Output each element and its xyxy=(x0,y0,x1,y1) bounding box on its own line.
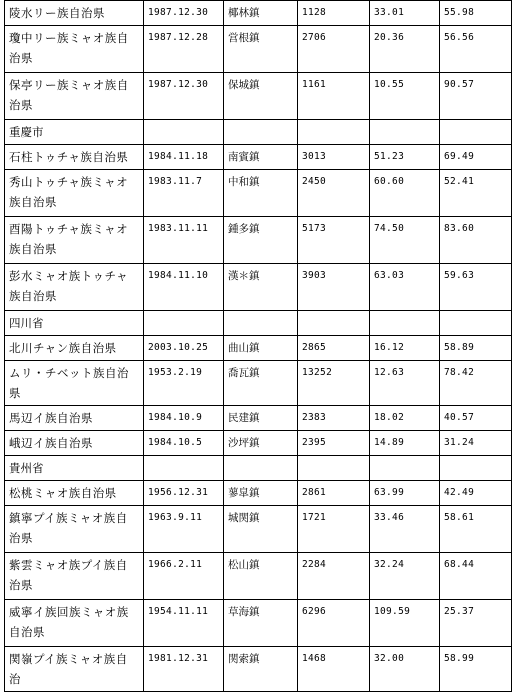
value-1-cell: 2450 xyxy=(298,170,370,217)
established-date-cell: 1987.12.30 xyxy=(144,1,224,26)
value-1-cell: 5173 xyxy=(298,217,370,264)
established-date-cell: 1953.2.19 xyxy=(144,361,224,406)
table-row xyxy=(5,336,512,361)
value-2-cell: 32.24 xyxy=(370,553,440,600)
table-row xyxy=(5,647,512,692)
value-3-cell: 31.24 xyxy=(440,431,512,456)
value-3-cell: 42.49 xyxy=(440,481,512,506)
value-2-cell: 18.02 xyxy=(370,406,440,431)
county-name-cell: 松桃ミャオ族自治県 xyxy=(5,481,144,506)
empty-cell xyxy=(224,120,298,145)
section-header-cell: 貴州省 xyxy=(5,456,144,481)
empty-cell xyxy=(224,456,298,481)
value-2-cell: 20.36 xyxy=(370,26,440,73)
value-2-cell: 16.12 xyxy=(370,336,440,361)
county-name-cell: 北川チャン族自治県 xyxy=(5,336,144,361)
value-1-cell: 6296 xyxy=(298,600,370,647)
county-name-cell: 威寧イ族回族ミャオ族自治県 xyxy=(5,600,144,647)
empty-cell xyxy=(144,311,224,336)
empty-cell xyxy=(298,311,370,336)
value-2-cell: 10.55 xyxy=(370,73,440,120)
county-name-cell: 関嶺プイ族ミャオ族自治 xyxy=(5,647,144,692)
empty-cell xyxy=(144,456,224,481)
value-3-cell: 83.60 xyxy=(440,217,512,264)
value-3-cell: 25.37 xyxy=(440,600,512,647)
value-1-cell: 1468 xyxy=(298,647,370,692)
seat-town-cell: 城関鎮 xyxy=(224,506,298,553)
value-1-cell: 1128 xyxy=(298,1,370,26)
table-row xyxy=(5,1,512,26)
empty-cell xyxy=(370,456,440,481)
county-name-cell: 秀山トゥチャ族ミャオ族自治県 xyxy=(5,170,144,217)
table-row xyxy=(5,481,512,506)
seat-town-cell: 民建鎮 xyxy=(224,406,298,431)
table-body xyxy=(5,1,512,692)
table-row xyxy=(5,506,512,553)
value-3-cell: 55.98 xyxy=(440,1,512,26)
county-name-cell: 石柱トゥチャ族自治県 xyxy=(5,145,144,170)
seat-town-cell: 蓼皐鎮 xyxy=(224,481,298,506)
established-date-cell: 2003.10.25 xyxy=(144,336,224,361)
value-2-cell: 51.23 xyxy=(370,145,440,170)
empty-cell xyxy=(440,456,512,481)
seat-town-cell: 沙坪鎮 xyxy=(224,431,298,456)
seat-town-cell: 鍾多鎮 xyxy=(224,217,298,264)
value-2-cell: 32.00 xyxy=(370,647,440,692)
seat-town-cell: 漢＊鎮 xyxy=(224,264,298,311)
seat-town-cell: 松山鎮 xyxy=(224,553,298,600)
section-header-cell: 重慶市 xyxy=(5,120,144,145)
value-3-cell: 58.61 xyxy=(440,506,512,553)
established-date-cell: 1984.11.10 xyxy=(144,264,224,311)
value-2-cell: 14.89 xyxy=(370,431,440,456)
county-name-cell: ムリ・チベット族自治県 xyxy=(5,361,144,406)
empty-cell xyxy=(440,120,512,145)
value-2-cell: 109.59 xyxy=(370,600,440,647)
established-date-cell: 1984.10.5 xyxy=(144,431,224,456)
established-date-cell: 1954.11.11 xyxy=(144,600,224,647)
seat-town-cell: 中和鎮 xyxy=(224,170,298,217)
established-date-cell: 1981.12.31 xyxy=(144,647,224,692)
value-2-cell: 12.63 xyxy=(370,361,440,406)
value-1-cell: 13252 xyxy=(298,361,370,406)
value-3-cell: 40.57 xyxy=(440,406,512,431)
value-1-cell: 2284 xyxy=(298,553,370,600)
value-3-cell: 58.89 xyxy=(440,336,512,361)
established-date-cell: 1987.12.28 xyxy=(144,26,224,73)
table-row xyxy=(5,600,512,647)
county-name-cell: 彭水ミャオ族トゥチャ族自治県 xyxy=(5,264,144,311)
county-name-cell: 瓊中リー族ミャオ族自治県 xyxy=(5,26,144,73)
section-header-row xyxy=(5,311,512,336)
seat-town-cell: 関索鎮 xyxy=(224,647,298,692)
section-header-cell: 四川省 xyxy=(5,311,144,336)
value-3-cell: 69.49 xyxy=(440,145,512,170)
county-name-cell: 峨辺イ族自治県 xyxy=(5,431,144,456)
value-3-cell: 58.99 xyxy=(440,647,512,692)
established-date-cell: 1984.11.18 xyxy=(144,145,224,170)
empty-cell xyxy=(440,311,512,336)
value-1-cell: 2865 xyxy=(298,336,370,361)
table-row xyxy=(5,264,512,311)
table-row xyxy=(5,406,512,431)
county-name-cell: 鎮寧プイ族ミャオ族自治県 xyxy=(5,506,144,553)
seat-town-cell: 営根鎮 xyxy=(224,26,298,73)
table-row xyxy=(5,553,512,600)
value-3-cell: 90.57 xyxy=(440,73,512,120)
value-1-cell: 3013 xyxy=(298,145,370,170)
empty-cell xyxy=(370,120,440,145)
established-date-cell: 1963.9.11 xyxy=(144,506,224,553)
value-1-cell: 2861 xyxy=(298,481,370,506)
empty-cell xyxy=(370,311,440,336)
value-2-cell: 33.46 xyxy=(370,506,440,553)
table-row xyxy=(5,145,512,170)
table-row xyxy=(5,73,512,120)
value-1-cell: 1721 xyxy=(298,506,370,553)
county-name-cell: 馬辺イ族自治県 xyxy=(5,406,144,431)
seat-town-cell: 草海鎮 xyxy=(224,600,298,647)
seat-town-cell: 保城鎮 xyxy=(224,73,298,120)
value-2-cell: 74.50 xyxy=(370,217,440,264)
established-date-cell: 1983.11.11 xyxy=(144,217,224,264)
table-row xyxy=(5,26,512,73)
established-date-cell: 1956.12.31 xyxy=(144,481,224,506)
empty-cell xyxy=(298,456,370,481)
table-row xyxy=(5,431,512,456)
empty-cell xyxy=(298,120,370,145)
section-header-row xyxy=(5,456,512,481)
value-3-cell: 78.42 xyxy=(440,361,512,406)
county-name-cell: 保亭リー族ミャオ族自治県 xyxy=(5,73,144,120)
established-date-cell: 1984.10.9 xyxy=(144,406,224,431)
established-date-cell: 1966.2.11 xyxy=(144,553,224,600)
seat-town-cell: 南賓鎮 xyxy=(224,145,298,170)
established-date-cell: 1987.12.30 xyxy=(144,73,224,120)
autonomous-county-table xyxy=(4,0,512,692)
established-date-cell: 1983.11.7 xyxy=(144,170,224,217)
value-2-cell: 60.60 xyxy=(370,170,440,217)
value-3-cell: 59.63 xyxy=(440,264,512,311)
value-1-cell: 2395 xyxy=(298,431,370,456)
value-3-cell: 68.44 xyxy=(440,553,512,600)
county-name-cell: 紫雲ミャオ族プイ族自治県 xyxy=(5,553,144,600)
seat-town-cell: 椰林鎮 xyxy=(224,1,298,26)
value-1-cell: 2706 xyxy=(298,26,370,73)
value-1-cell: 1161 xyxy=(298,73,370,120)
seat-town-cell: 曲山鎮 xyxy=(224,336,298,361)
value-2-cell: 63.03 xyxy=(370,264,440,311)
value-1-cell: 2383 xyxy=(298,406,370,431)
empty-cell xyxy=(224,311,298,336)
section-header-row xyxy=(5,120,512,145)
county-name-cell: 酉陽トゥチャ族ミャオ族自治県 xyxy=(5,217,144,264)
table-row xyxy=(5,170,512,217)
value-3-cell: 56.56 xyxy=(440,26,512,73)
table-row xyxy=(5,361,512,406)
empty-cell xyxy=(144,120,224,145)
value-1-cell: 3903 xyxy=(298,264,370,311)
table-row xyxy=(5,217,512,264)
county-name-cell: 陵水リー族自治県 xyxy=(5,1,144,26)
seat-town-cell: 喬瓦鎮 xyxy=(224,361,298,406)
value-2-cell: 33.01 xyxy=(370,1,440,26)
value-2-cell: 63.99 xyxy=(370,481,440,506)
value-3-cell: 52.41 xyxy=(440,170,512,217)
